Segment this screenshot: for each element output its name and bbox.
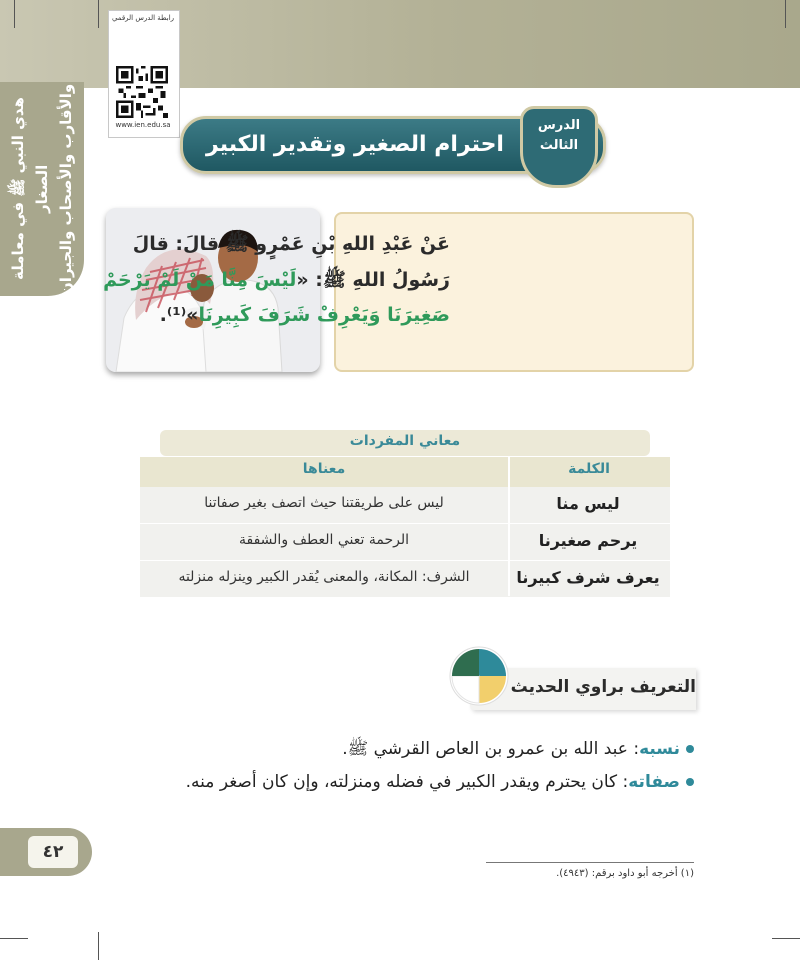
list-item: [342, 738, 694, 763]
list-item: [186, 772, 694, 792]
traits-label: صفاته: [628, 772, 680, 792]
bullet-icon: [686, 745, 694, 753]
hadith-text: رَسُولُ اللهِ ﷺ: «: [296, 269, 450, 291]
lesson-title: احترام الصغير وتقدير الكبير: [206, 132, 504, 157]
hadith-line: عَنْ عَبْدِ اللهِ بْنِ عَمْرٍو ﷺ قالَ: قالَ: [132, 233, 450, 255]
hadith-text: »⁽¹⁾.: [159, 304, 199, 326]
vocab-term: يرحم صغيرنا: [538, 531, 638, 550]
crop-mark: [0, 938, 28, 939]
vocab-meaning: الرحمة تعني العطف والشفقة: [239, 532, 409, 548]
hadith-line: [103, 268, 450, 296]
crop-mark: [785, 0, 786, 28]
page-number: ٤٢: [28, 836, 78, 868]
unit-title-line1: هدي النبي ﷺ في معاملة الصغار: [9, 97, 51, 281]
section-pie-icon: [448, 645, 510, 707]
column-header-meaning: معناها: [302, 461, 346, 477]
crop-mark: [14, 0, 15, 28]
crop-mark: [98, 0, 99, 28]
column-header-term: الكلمة: [568, 461, 610, 477]
lineage-text: : عبد الله بن عمرو بن العاص القرشي ﷺ.: [342, 739, 640, 759]
vocab-term: ليس منا: [556, 494, 620, 513]
hadith-quote: صَغِيرَنَا وَيَعْرِفْ شَرَفَ كَبِيرِنَا: [198, 304, 450, 326]
crop-mark: [98, 932, 99, 960]
bullet-icon: [686, 778, 694, 786]
vocab-meaning: ليس على طريقتنا حيث اتصف بغير صفاتنا: [204, 495, 444, 511]
qr-code-icon[interactable]: [116, 66, 168, 118]
footnote-rule: [486, 862, 694, 863]
crop-mark: [772, 938, 800, 939]
footnote: (١) أخرجه أبو داود برقم: (٤٩٤٣).: [556, 868, 694, 879]
lesson-badge-number: الثالث: [539, 138, 579, 153]
qr-caption: رابطة الدرس الرقمي: [111, 14, 175, 22]
qr-url[interactable]: www.ien.edu.sa: [115, 121, 171, 129]
traits-text: : كان يحترم ويقدر الكبير في فضله ومنزلته، وإن كان أصغر منه.: [185, 772, 629, 792]
unit-title-line2: والأقارب والأصحاب والجيران: [57, 83, 75, 295]
unit-title: [0, 82, 84, 296]
narrator-section-title: التعريف براوي الحديث: [510, 677, 696, 697]
hadith-quote: لَيْسَ مِنَّا مَنْ لَمْ يَرْحَمْ: [103, 269, 297, 291]
hadith-line: [160, 304, 450, 326]
lesson-badge-label: الدرس: [537, 118, 581, 133]
vocab-meaning: الشرف: المكانة، والمعنى يُقدر الكبير وينزله منزلته: [178, 569, 470, 585]
lineage-label: نسبه: [639, 739, 680, 759]
column-divider: [508, 457, 510, 596]
vocab-table-title: معاني المفردات: [349, 433, 461, 449]
vocab-term: يعرف شرف كبيرنا: [516, 568, 660, 587]
